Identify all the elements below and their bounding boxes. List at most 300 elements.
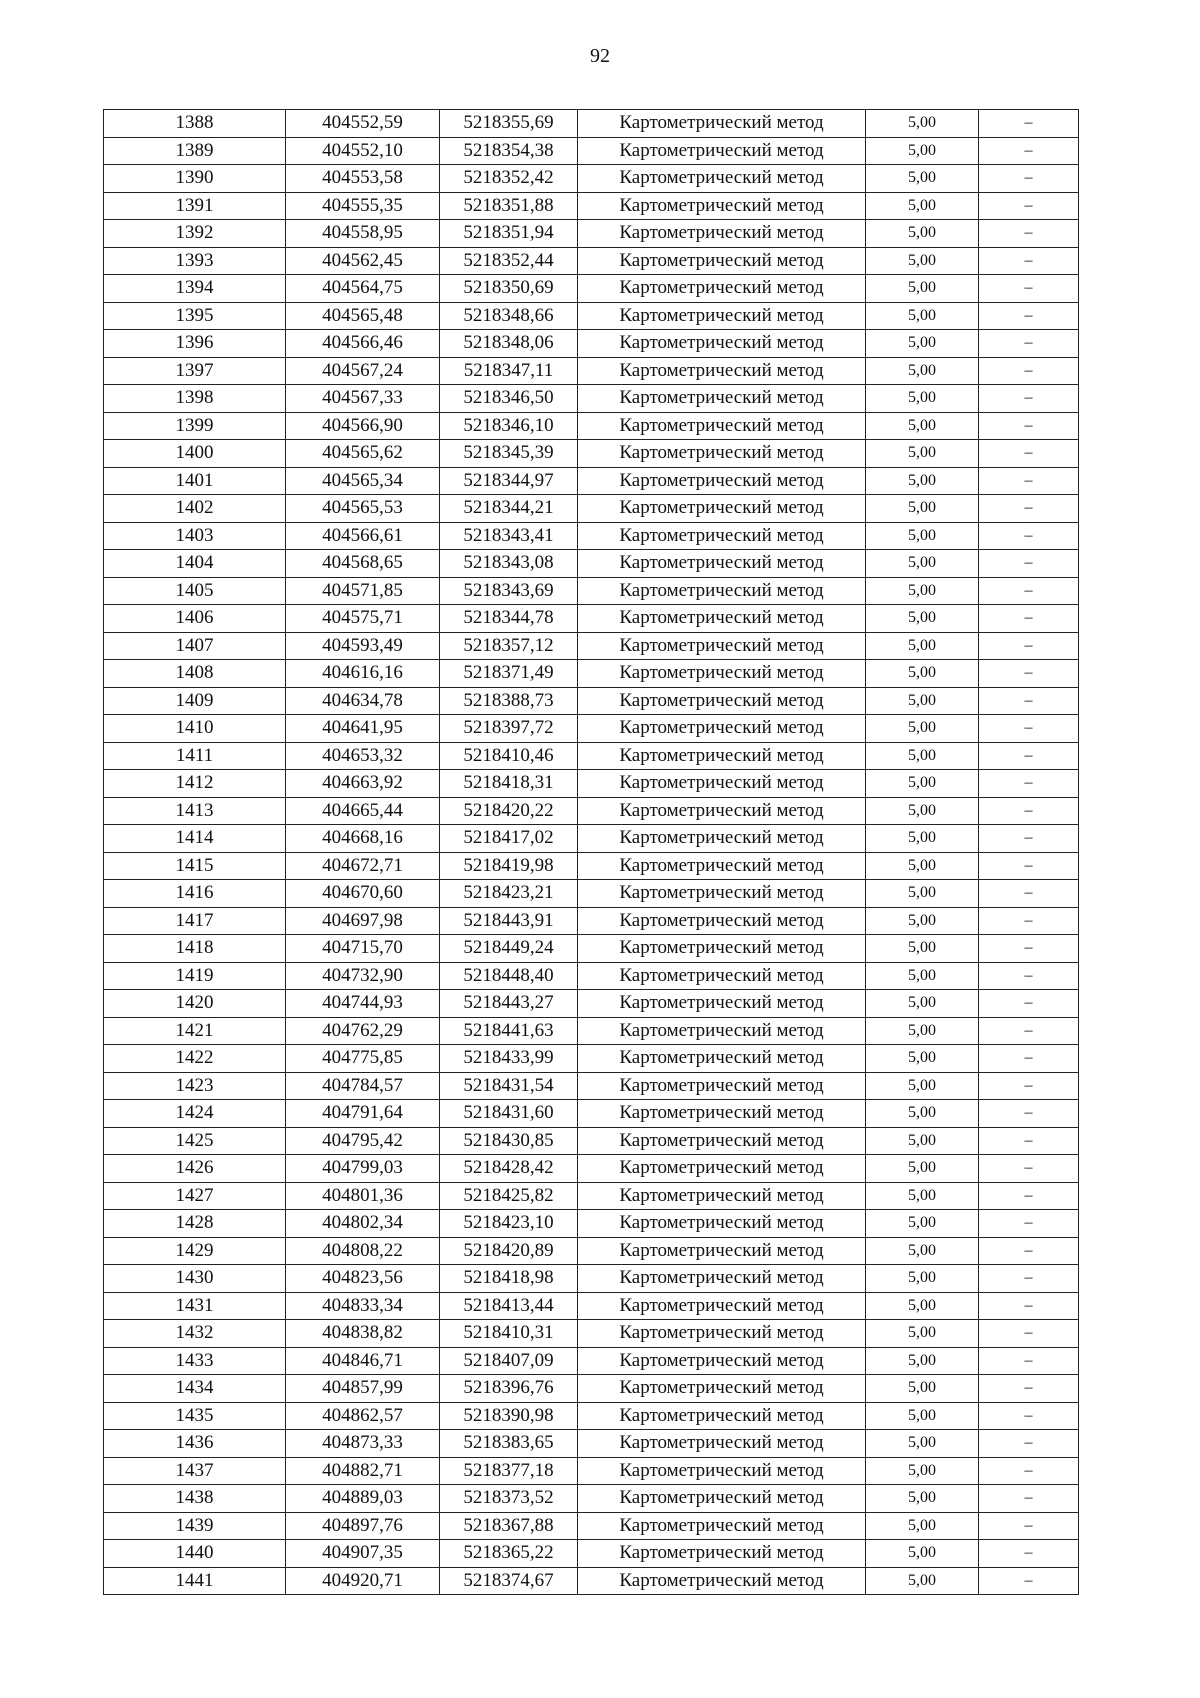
note-cell: – (979, 385, 1079, 413)
table-row (104, 1512, 1079, 1540)
x-coordinate-cell: 404665,44 (286, 797, 440, 825)
x-coordinate-cell: 404715,70 (286, 935, 440, 963)
x-coordinate-cell: 404857,99 (286, 1375, 440, 1403)
point-number-cell: 1418 (104, 935, 286, 963)
y-coordinate-cell: 5218430,85 (440, 1127, 578, 1155)
point-number-cell: 1430 (104, 1265, 286, 1293)
method-cell: Картометрический метод (578, 1127, 866, 1155)
y-coordinate-cell: 5218343,41 (440, 522, 578, 550)
x-coordinate-cell: 404697,98 (286, 907, 440, 935)
y-coordinate-cell: 5218355,69 (440, 110, 578, 138)
x-coordinate-cell: 404873,33 (286, 1430, 440, 1458)
table-row (104, 1320, 1079, 1348)
accuracy-cell: 5,00 (866, 1457, 979, 1485)
y-coordinate-cell: 5218344,21 (440, 495, 578, 523)
method-cell: Картометрический метод (578, 687, 866, 715)
x-coordinate-cell: 404670,60 (286, 880, 440, 908)
accuracy-cell: 5,00 (866, 1402, 979, 1430)
point-number-cell: 1404 (104, 550, 286, 578)
note-cell: – (979, 1540, 1079, 1568)
note-cell: – (979, 110, 1079, 138)
table-row (104, 192, 1079, 220)
y-coordinate-cell: 5218371,49 (440, 660, 578, 688)
y-coordinate-cell: 5218420,22 (440, 797, 578, 825)
table-row (104, 1265, 1079, 1293)
table-row (104, 825, 1079, 853)
method-cell: Картометрический метод (578, 275, 866, 303)
y-coordinate-cell: 5218347,11 (440, 357, 578, 385)
point-number-cell: 1440 (104, 1540, 286, 1568)
point-number-cell: 1395 (104, 302, 286, 330)
point-number-cell: 1396 (104, 330, 286, 358)
note-cell: – (979, 330, 1079, 358)
point-number-cell: 1420 (104, 990, 286, 1018)
y-coordinate-cell: 5218390,98 (440, 1402, 578, 1430)
point-number-cell: 1429 (104, 1237, 286, 1265)
note-cell: – (979, 247, 1079, 275)
note-cell: – (979, 1512, 1079, 1540)
accuracy-cell: 5,00 (866, 1045, 979, 1073)
table-row (104, 797, 1079, 825)
y-coordinate-cell: 5218417,02 (440, 825, 578, 853)
method-cell: Картометрический метод (578, 1347, 866, 1375)
method-cell: Картометрический метод (578, 962, 866, 990)
x-coordinate-cell: 404663,92 (286, 770, 440, 798)
point-number-cell: 1411 (104, 742, 286, 770)
point-number-cell: 1389 (104, 137, 286, 165)
accuracy-cell: 5,00 (866, 907, 979, 935)
point-number-cell: 1388 (104, 110, 286, 138)
y-coordinate-cell: 5218357,12 (440, 632, 578, 660)
table-row (104, 385, 1079, 413)
method-cell: Картометрический метод (578, 797, 866, 825)
y-coordinate-cell: 5218344,97 (440, 467, 578, 495)
accuracy-cell: 5,00 (866, 1237, 979, 1265)
method-cell: Картометрический метод (578, 577, 866, 605)
y-coordinate-cell: 5218352,42 (440, 165, 578, 193)
note-cell: – (979, 770, 1079, 798)
point-number-cell: 1407 (104, 632, 286, 660)
note-cell: – (979, 1402, 1079, 1430)
table-row (104, 1402, 1079, 1430)
accuracy-cell: 5,00 (866, 412, 979, 440)
y-coordinate-cell: 5218410,31 (440, 1320, 578, 1348)
accuracy-cell: 5,00 (866, 1265, 979, 1293)
x-coordinate-cell: 404762,29 (286, 1017, 440, 1045)
table-row (104, 1127, 1079, 1155)
method-cell: Картометрический метод (578, 302, 866, 330)
y-coordinate-cell: 5218351,88 (440, 192, 578, 220)
accuracy-cell: 5,00 (866, 1567, 979, 1595)
x-coordinate-cell: 404801,36 (286, 1182, 440, 1210)
x-coordinate-cell: 404568,65 (286, 550, 440, 578)
table-row (104, 247, 1079, 275)
y-coordinate-cell: 5218443,91 (440, 907, 578, 935)
point-number-cell: 1428 (104, 1210, 286, 1238)
accuracy-cell: 5,00 (866, 742, 979, 770)
method-cell: Картометрический метод (578, 1045, 866, 1073)
y-coordinate-cell: 5218343,69 (440, 577, 578, 605)
table-row (104, 137, 1079, 165)
accuracy-cell: 5,00 (866, 275, 979, 303)
accuracy-cell: 5,00 (866, 1540, 979, 1568)
table-row (104, 220, 1079, 248)
accuracy-cell: 5,00 (866, 247, 979, 275)
point-number-cell: 1436 (104, 1430, 286, 1458)
x-coordinate-cell: 404641,95 (286, 715, 440, 743)
accuracy-cell: 5,00 (866, 990, 979, 1018)
accuracy-cell: 5,00 (866, 330, 979, 358)
y-coordinate-cell: 5218449,24 (440, 935, 578, 963)
table-row (104, 880, 1079, 908)
table-row (104, 110, 1079, 138)
table-row (104, 770, 1079, 798)
note-cell: – (979, 522, 1079, 550)
table-row (104, 1182, 1079, 1210)
method-cell: Картометрический метод (578, 660, 866, 688)
x-coordinate-cell: 404808,22 (286, 1237, 440, 1265)
accuracy-cell: 5,00 (866, 1292, 979, 1320)
point-number-cell: 1390 (104, 165, 286, 193)
note-cell: – (979, 220, 1079, 248)
table-row (104, 907, 1079, 935)
accuracy-cell: 5,00 (866, 467, 979, 495)
y-coordinate-cell: 5218441,63 (440, 1017, 578, 1045)
table-row (104, 1292, 1079, 1320)
y-coordinate-cell: 5218345,39 (440, 440, 578, 468)
method-cell: Картометрический метод (578, 1265, 866, 1293)
point-number-cell: 1441 (104, 1567, 286, 1595)
point-number-cell: 1408 (104, 660, 286, 688)
point-number-cell: 1392 (104, 220, 286, 248)
note-cell: – (979, 1430, 1079, 1458)
x-coordinate-cell: 404562,45 (286, 247, 440, 275)
note-cell: – (979, 192, 1079, 220)
accuracy-cell: 5,00 (866, 715, 979, 743)
accuracy-cell: 5,00 (866, 495, 979, 523)
note-cell: – (979, 275, 1079, 303)
accuracy-cell: 5,00 (866, 605, 979, 633)
note-cell: – (979, 165, 1079, 193)
y-coordinate-cell: 5218354,38 (440, 137, 578, 165)
table-row (104, 467, 1079, 495)
point-number-cell: 1416 (104, 880, 286, 908)
table-row (104, 632, 1079, 660)
point-number-cell: 1417 (104, 907, 286, 935)
x-coordinate-cell: 404802,34 (286, 1210, 440, 1238)
table-row (104, 550, 1079, 578)
method-cell: Картометрический метод (578, 467, 866, 495)
point-number-cell: 1415 (104, 852, 286, 880)
note-cell: – (979, 550, 1079, 578)
accuracy-cell: 5,00 (866, 137, 979, 165)
method-cell: Картометрический метод (578, 990, 866, 1018)
method-cell: Картометрический метод (578, 357, 866, 385)
method-cell: Картометрический метод (578, 770, 866, 798)
y-coordinate-cell: 5218431,54 (440, 1072, 578, 1100)
method-cell: Картометрический метод (578, 825, 866, 853)
note-cell: – (979, 357, 1079, 385)
table-row (104, 1485, 1079, 1513)
y-coordinate-cell: 5218418,31 (440, 770, 578, 798)
method-cell: Картометрический метод (578, 1320, 866, 1348)
x-coordinate-cell: 404567,33 (286, 385, 440, 413)
accuracy-cell: 5,00 (866, 880, 979, 908)
method-cell: Картометрический метод (578, 852, 866, 880)
y-coordinate-cell: 5218396,76 (440, 1375, 578, 1403)
point-number-cell: 1391 (104, 192, 286, 220)
note-cell: – (979, 1457, 1079, 1485)
x-coordinate-cell: 404593,49 (286, 632, 440, 660)
point-number-cell: 1405 (104, 577, 286, 605)
accuracy-cell: 5,00 (866, 660, 979, 688)
y-coordinate-cell: 5218407,09 (440, 1347, 578, 1375)
method-cell: Картометрический метод (578, 1375, 866, 1403)
table-row (104, 742, 1079, 770)
accuracy-cell: 5,00 (866, 687, 979, 715)
y-coordinate-cell: 5218428,42 (440, 1155, 578, 1183)
note-cell: – (979, 1017, 1079, 1045)
table-row (104, 1017, 1079, 1045)
page-number: 92 (590, 45, 610, 67)
accuracy-cell: 5,00 (866, 825, 979, 853)
table-row (104, 852, 1079, 880)
note-cell: – (979, 302, 1079, 330)
table-row (104, 1375, 1079, 1403)
point-number-cell: 1409 (104, 687, 286, 715)
method-cell: Картометрический метод (578, 220, 866, 248)
method-cell: Картометрический метод (578, 715, 866, 743)
x-coordinate-cell: 404862,57 (286, 1402, 440, 1430)
accuracy-cell: 5,00 (866, 935, 979, 963)
note-cell: – (979, 605, 1079, 633)
point-number-cell: 1423 (104, 1072, 286, 1100)
x-coordinate-cell: 404616,16 (286, 660, 440, 688)
point-number-cell: 1437 (104, 1457, 286, 1485)
note-cell: – (979, 1127, 1079, 1155)
accuracy-cell: 5,00 (866, 1485, 979, 1513)
point-number-cell: 1421 (104, 1017, 286, 1045)
accuracy-cell: 5,00 (866, 577, 979, 605)
x-coordinate-cell: 404634,78 (286, 687, 440, 715)
accuracy-cell: 5,00 (866, 302, 979, 330)
table-row (104, 715, 1079, 743)
method-cell: Картометрический метод (578, 605, 866, 633)
method-cell: Картометрический метод (578, 385, 866, 413)
method-cell: Картометрический метод (578, 412, 866, 440)
x-coordinate-cell: 404882,71 (286, 1457, 440, 1485)
method-cell: Картометрический метод (578, 330, 866, 358)
note-cell: – (979, 467, 1079, 495)
point-number-cell: 1401 (104, 467, 286, 495)
point-number-cell: 1438 (104, 1485, 286, 1513)
x-coordinate-cell: 404566,46 (286, 330, 440, 358)
point-number-cell: 1414 (104, 825, 286, 853)
point-number-cell: 1400 (104, 440, 286, 468)
y-coordinate-cell: 5218373,52 (440, 1485, 578, 1513)
method-cell: Картометрический метод (578, 440, 866, 468)
method-cell: Картометрический метод (578, 1292, 866, 1320)
x-coordinate-cell: 404552,59 (286, 110, 440, 138)
table-row (104, 357, 1079, 385)
accuracy-cell: 5,00 (866, 165, 979, 193)
x-coordinate-cell: 404571,85 (286, 577, 440, 605)
method-cell: Картометрический метод (578, 137, 866, 165)
y-coordinate-cell: 5218443,27 (440, 990, 578, 1018)
method-cell: Картометрический метод (578, 1457, 866, 1485)
note-cell: – (979, 632, 1079, 660)
x-coordinate-cell: 404775,85 (286, 1045, 440, 1073)
accuracy-cell: 5,00 (866, 1100, 979, 1128)
accuracy-cell: 5,00 (866, 1430, 979, 1458)
note-cell: – (979, 1045, 1079, 1073)
method-cell: Картометрический метод (578, 165, 866, 193)
x-coordinate-cell: 404565,34 (286, 467, 440, 495)
point-number-cell: 1398 (104, 385, 286, 413)
x-coordinate-cell: 404795,42 (286, 1127, 440, 1155)
table-row (104, 1045, 1079, 1073)
x-coordinate-cell: 404566,90 (286, 412, 440, 440)
x-coordinate-cell: 404553,58 (286, 165, 440, 193)
table-row (104, 605, 1079, 633)
y-coordinate-cell: 5218351,94 (440, 220, 578, 248)
y-coordinate-cell: 5218352,44 (440, 247, 578, 275)
y-coordinate-cell: 5218344,78 (440, 605, 578, 633)
table-row (104, 275, 1079, 303)
y-coordinate-cell: 5218343,08 (440, 550, 578, 578)
note-cell: – (979, 962, 1079, 990)
table-row (104, 1430, 1079, 1458)
method-cell: Картометрический метод (578, 247, 866, 275)
table-row (104, 1540, 1079, 1568)
table-row (104, 660, 1079, 688)
table-row (104, 1210, 1079, 1238)
note-cell: – (979, 1237, 1079, 1265)
note-cell: – (979, 852, 1079, 880)
point-number-cell: 1424 (104, 1100, 286, 1128)
x-coordinate-cell: 404564,75 (286, 275, 440, 303)
note-cell: – (979, 495, 1079, 523)
x-coordinate-cell: 404558,95 (286, 220, 440, 248)
note-cell: – (979, 1072, 1079, 1100)
note-cell: – (979, 880, 1079, 908)
y-coordinate-cell: 5218365,22 (440, 1540, 578, 1568)
y-coordinate-cell: 5218431,60 (440, 1100, 578, 1128)
accuracy-cell: 5,00 (866, 1127, 979, 1155)
accuracy-cell: 5,00 (866, 1210, 979, 1238)
method-cell: Картометрический метод (578, 1155, 866, 1183)
accuracy-cell: 5,00 (866, 1320, 979, 1348)
x-coordinate-cell: 404907,35 (286, 1540, 440, 1568)
point-number-cell: 1413 (104, 797, 286, 825)
method-cell: Картометрический метод (578, 632, 866, 660)
point-number-cell: 1403 (104, 522, 286, 550)
note-cell: – (979, 715, 1079, 743)
accuracy-cell: 5,00 (866, 632, 979, 660)
note-cell: – (979, 412, 1079, 440)
accuracy-cell: 5,00 (866, 1512, 979, 1540)
x-coordinate-cell: 404838,82 (286, 1320, 440, 1348)
x-coordinate-cell: 404555,35 (286, 192, 440, 220)
x-coordinate-cell: 404565,62 (286, 440, 440, 468)
point-number-cell: 1399 (104, 412, 286, 440)
point-number-cell: 1431 (104, 1292, 286, 1320)
point-number-cell: 1406 (104, 605, 286, 633)
point-number-cell: 1425 (104, 1127, 286, 1155)
accuracy-cell: 5,00 (866, 1017, 979, 1045)
method-cell: Картометрический метод (578, 1567, 866, 1595)
x-coordinate-cell: 404784,57 (286, 1072, 440, 1100)
note-cell: – (979, 1210, 1079, 1238)
method-cell: Картометрический метод (578, 935, 866, 963)
y-coordinate-cell: 5218423,10 (440, 1210, 578, 1238)
y-coordinate-cell: 5218419,98 (440, 852, 578, 880)
method-cell: Картометрический метод (578, 1430, 866, 1458)
note-cell: – (979, 935, 1079, 963)
note-cell: – (979, 907, 1079, 935)
x-coordinate-cell: 404920,71 (286, 1567, 440, 1595)
table-row (104, 962, 1079, 990)
y-coordinate-cell: 5218418,98 (440, 1265, 578, 1293)
note-cell: – (979, 1292, 1079, 1320)
note-cell: – (979, 1347, 1079, 1375)
x-coordinate-cell: 404791,64 (286, 1100, 440, 1128)
note-cell: – (979, 1320, 1079, 1348)
table-row (104, 1567, 1079, 1595)
coordinates-table-body (104, 110, 1079, 1595)
table-row (104, 687, 1079, 715)
x-coordinate-cell: 404732,90 (286, 962, 440, 990)
point-number-cell: 1427 (104, 1182, 286, 1210)
x-coordinate-cell: 404889,03 (286, 1485, 440, 1513)
table-row (104, 302, 1079, 330)
y-coordinate-cell: 5218346,50 (440, 385, 578, 413)
method-cell: Картометрический метод (578, 495, 866, 523)
point-number-cell: 1410 (104, 715, 286, 743)
table-row (104, 1347, 1079, 1375)
x-coordinate-cell: 404565,48 (286, 302, 440, 330)
x-coordinate-cell: 404672,71 (286, 852, 440, 880)
x-coordinate-cell: 404653,32 (286, 742, 440, 770)
method-cell: Картометрический метод (578, 1210, 866, 1238)
point-number-cell: 1435 (104, 1402, 286, 1430)
x-coordinate-cell: 404833,34 (286, 1292, 440, 1320)
y-coordinate-cell: 5218346,10 (440, 412, 578, 440)
accuracy-cell: 5,00 (866, 1347, 979, 1375)
table-row (104, 1237, 1079, 1265)
note-cell: – (979, 660, 1079, 688)
y-coordinate-cell: 5218388,73 (440, 687, 578, 715)
y-coordinate-cell: 5218367,88 (440, 1512, 578, 1540)
point-number-cell: 1397 (104, 357, 286, 385)
method-cell: Картометрический метод (578, 1072, 866, 1100)
note-cell: – (979, 1567, 1079, 1595)
method-cell: Картометрический метод (578, 1540, 866, 1568)
point-number-cell: 1433 (104, 1347, 286, 1375)
y-coordinate-cell: 5218348,66 (440, 302, 578, 330)
point-number-cell: 1394 (104, 275, 286, 303)
x-coordinate-cell: 404846,71 (286, 1347, 440, 1375)
table-row (104, 1100, 1079, 1128)
accuracy-cell: 5,00 (866, 192, 979, 220)
y-coordinate-cell: 5218374,67 (440, 1567, 578, 1595)
y-coordinate-cell: 5218420,89 (440, 1237, 578, 1265)
accuracy-cell: 5,00 (866, 770, 979, 798)
note-cell: – (979, 440, 1079, 468)
table-row (104, 990, 1079, 1018)
accuracy-cell: 5,00 (866, 220, 979, 248)
table-row (104, 522, 1079, 550)
